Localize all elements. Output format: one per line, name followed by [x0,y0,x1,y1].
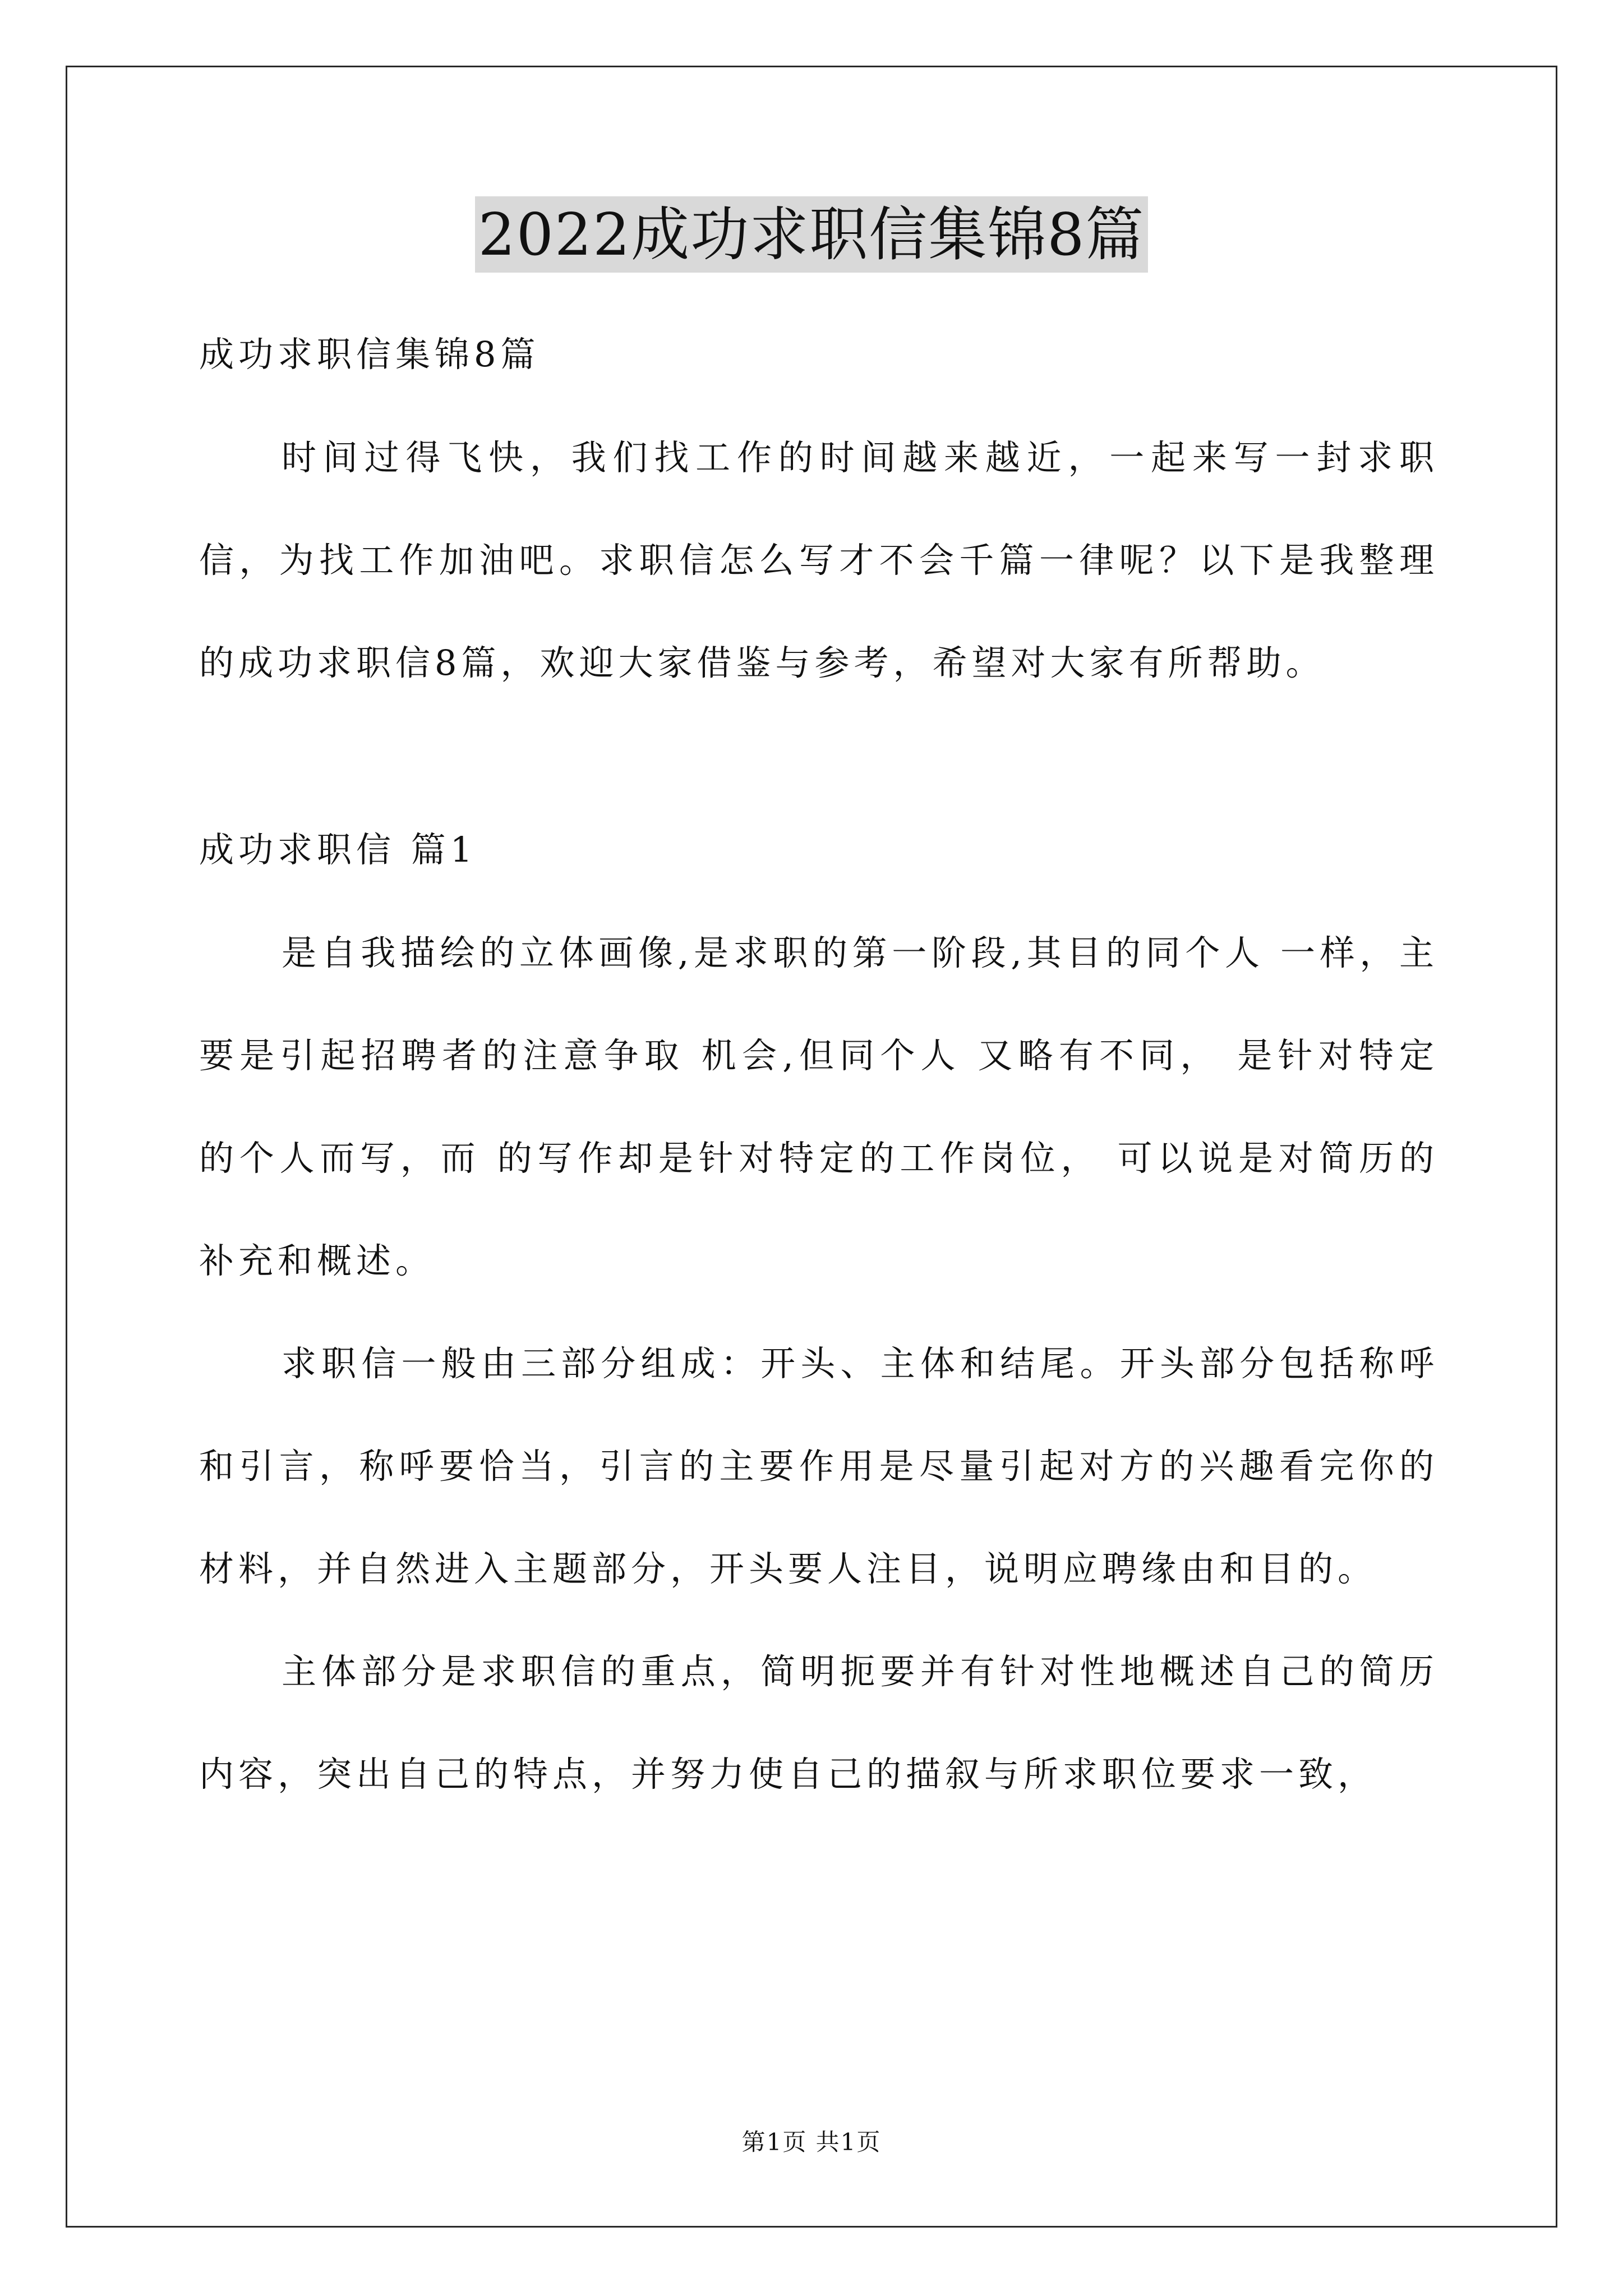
section-heading: 成功求职信 篇1 [199,829,477,870]
title-container [0,196,1623,273]
body-paragraph-2: 求职信一般由三部分组成：开头、主体和结尾。开头部分包括称呼和引言，称呼要恰当，引言的主要作用是尽量引起对方的兴趣看完你的材料，并自然进入主题部分，开头要人注目，说明应聘缘由和目的。 [199,1343,1438,1589]
section-spacer [199,714,1438,798]
intro-paragraph: 时间过得飞快，我们找工作的时间越来越近，一起来写一封求职信，为找工作加油吧。求职信怎么写才不会千篇一律呢？以下是我整理的成功求职信8篇，欢迎大家借鉴与参考，希望对大家有所帮助。 [199,437,1438,683]
document-body [199,303,1438,1825]
page-footer: 第1页 共1页 [741,2128,882,2156]
document-subtitle: 成功求职信集锦8篇 [199,334,540,375]
body-paragraph-3: 主体部分是求职信的重点，简明扼要并有针对性地概述自己的简历内容，突出自己的特点，并努力使自己的描叙与所求职位要求一致， [199,1651,1438,1795]
body-paragraph-1: 是自我描绘的立体画像,是求职的第一阶段,其目的同个人 一样，主要是引起招聘者的注意争取 机会,但同个人 又略有不同， 是针对特定的个人而写，而 的写作却是针对特定的工作岗位， 可以说是对简历的补充和概述。 [199,932,1438,1281]
document-title: 2022成功求职信集锦8篇 [475,196,1149,273]
